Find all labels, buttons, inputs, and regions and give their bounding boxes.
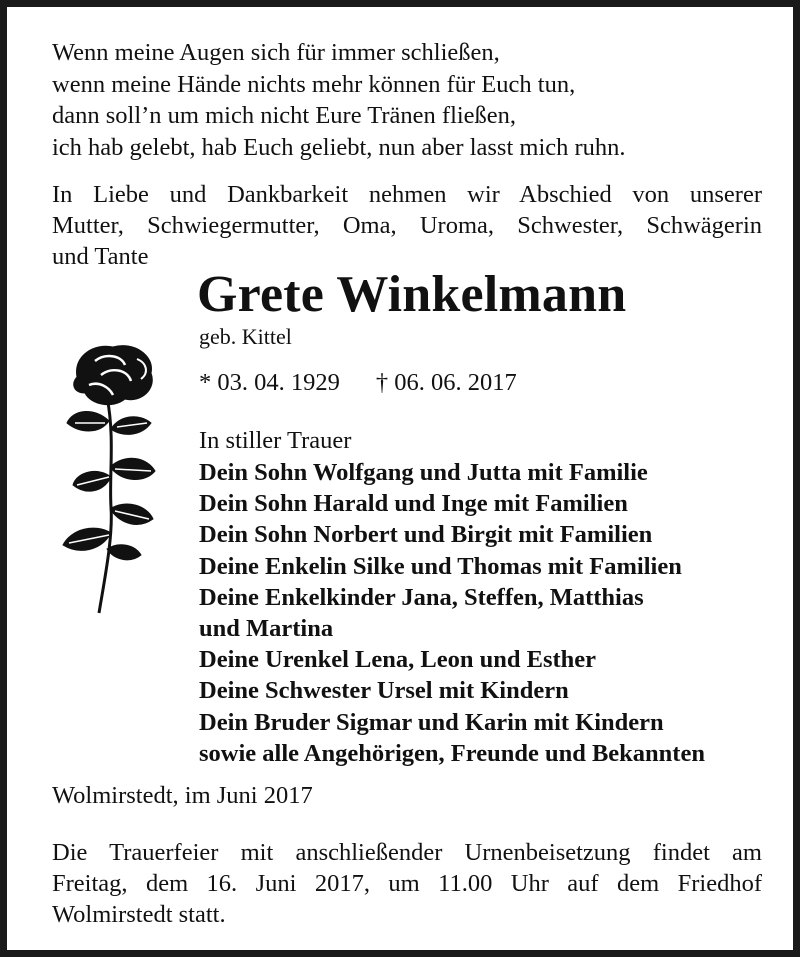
mourner-line: sowie alle Angehörigen, Freunde und Bekannten [199, 739, 705, 767]
mourner-line: und Martina [199, 615, 334, 643]
mourner-line: Dein Sohn Harald und Inge mit Familien [199, 490, 628, 518]
farewell-intro [52, 179, 762, 272]
intro-line: In Liebe und Dankbarkeit nehmen wir Abschied von unserer [52, 181, 762, 208]
mourning-lead: In stiller Trauer [199, 427, 352, 454]
poem-line: ich hab gelebt, hab Euch geliebt, nun aber lasst mich ruhn. [52, 133, 626, 161]
poem-line: Wenn meine Augen sich für immer schließen, [52, 39, 500, 66]
mourners-list [199, 457, 779, 769]
poem-line: wenn meine Hände nichts mehr können für Euch tun, [52, 70, 576, 98]
death-date: † 06. 06. 2017 [375, 369, 517, 396]
birth-date: * 03. 04. 1929 [199, 369, 340, 396]
mourner-line: Deine Enkelkinder Jana, Steffen, Matthias [199, 583, 644, 611]
deceased-name: Grete Winkelmann [197, 266, 627, 323]
funeral-line: Wolmirstedt statt. [52, 901, 226, 928]
funeral-line: Die Trauerfeier mit anschließender Urnenbeisetzung findet am [52, 839, 762, 866]
mourner-line: Deine Enkelin Silke und Thomas mit Familien [199, 552, 682, 580]
poem-line: dann soll’n um mich nicht Eure Tränen fließen, [52, 102, 517, 129]
place-date: Wolmirstedt, im Juni 2017 [52, 782, 313, 809]
poem [52, 37, 772, 163]
mourner-line: Dein Sohn Wolfgang und Jutta mit Familie [199, 459, 648, 486]
intro-line: Mutter, Schwiegermutter, Oma, Uroma, Schwester, Schwägerin [52, 212, 762, 239]
mourner-line: Deine Urenkel Lena, Leon und Esther [199, 646, 597, 674]
mourner-line: Dein Sohn Norbert und Birgit mit Familien [199, 521, 653, 549]
birth-name: geb. Kittel [199, 324, 292, 349]
life-dates [199, 367, 517, 399]
funeral-line: Freitag, dem 16. Juni 2017, um 11.00 Uhr auf dem Friedhof [52, 870, 762, 897]
mourner-line: Dein Bruder Sigmar und Karin mit Kindern [199, 708, 664, 736]
funeral-notice [52, 837, 762, 930]
mourner-line: Deine Schwester Ursel mit Kindern [199, 677, 569, 705]
rose-icon [55, 337, 165, 619]
intro-line: und Tante [52, 243, 149, 270]
